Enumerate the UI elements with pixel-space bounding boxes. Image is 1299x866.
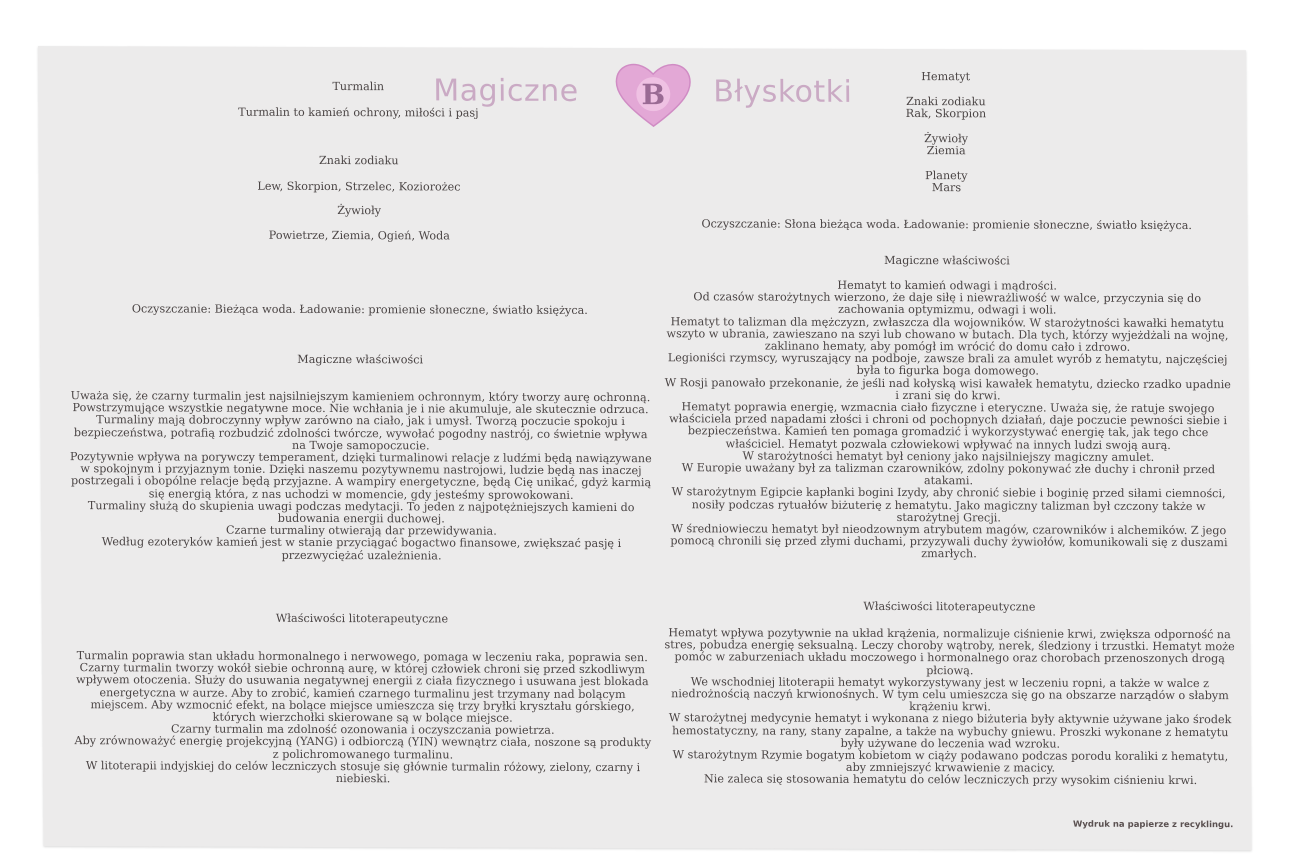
logo-letter: B — [641, 78, 666, 112]
turmalin-magic-heading: Magiczne właściwości — [297, 352, 424, 367]
hematyt-planets: Mars — [931, 181, 962, 195]
turmalin-litho-heading: Właściwości litoterapeutyczne — [275, 611, 449, 626]
turmalin-title: Turmalin — [332, 80, 385, 94]
logo-word-left: Magiczne — [433, 73, 579, 109]
hematyt-zodiac: Rak, Skorpion — [905, 107, 987, 121]
hematyt-magic-heading: Magiczne właściwości — [884, 253, 1010, 268]
turmalin-elements-heading: Żywioły — [337, 204, 382, 218]
turmalin-zodiac-heading: Znaki zodiaku — [318, 153, 399, 168]
turmalin-zodiac: Lew, Skorpion, Strzelec, Koziorożec — [257, 179, 461, 194]
product-card — [38, 46, 1252, 850]
hematyt-title: Hematyt — [921, 70, 971, 84]
turmalin-litho-text: Turmalin poprawia stan układu hormonalnego i nerwowego, pomaga w leczeniu raka, poprawia sen. Czarny turmalin tworzy wokół siebie ochronną aurę, w której człowiek chroni się przed szkodliwym wpływem otoczenia. Służy do usuwania negatywnej energii z ciała fizycznego i usuwana jest blokada energetyczna w aurze. Aby to zrobić, kamień czarnego turmalinu jest trzymany nad bolącym miejscem. Aby wzmocnić efekt, na bolące miejsce umieszcza się trzy bryłki kryształu górskiego, których wierzchołki skierowane są w bolące miejsce. Czarny turmalin ma zdolność ozonowania i oczyszczania powietrza. Aby zrównoważyć energię projekcyjną (YANG) i odbiorczą (YIN) wewnątrz ciała, noszone są produkty z polichromowanego turmalinu. W litoterapii indyjskiej do celów leczniczych stosuje się głównie turmalin różowy, zielony, czarny i niebieski. — [74, 649, 652, 786]
turmalin-elements: Powietrze, Ziemia, Ogień, Woda — [268, 228, 450, 243]
hematyt-planets-heading: Planety — [925, 169, 968, 183]
hematyt-elements: Ziemia — [926, 144, 966, 158]
hematyt-zodiac-heading: Znaki zodiaku — [906, 95, 986, 109]
recycled-paper-note: Wydruk na papierze z recyklingu. — [1072, 819, 1234, 831]
turmalin-magic-text: Uważa się, że czarny turmalin jest najsilniejszym kamieniem ochronnym, który tworzy aurę ochronną. Powstrzymujące wszystkie negatywne moce. Nie wchłania je i nie akumuluje, ale skutecznie odrzuca. Turmaliny mają dobroczynny wpływ zarówno na ciało, jak i umysł. Tworzą poczucie spokoju i bezpieczeństwa, potrafią rozbudzić zdolności twórcze, wywołać pogodny nastrój, co świetnie wpływa na Twoje samopoczucie. Pozytywnie wpływa na porywczy temperament, dzięki turmalinowi relacje z ludźmi będą nawiązywane w spokojnym i przyjaznym tonie. Dzięki naszemu pozytywnemu nastrojowi, ludzie będą nas inaczej postrzegali i obopólne relacje będą przyjazne. A wampiry energetyczne, będą Cię unikać, gdyż karmią się energią która, z nas uchodzi w momencie, gdy jesteśmy sprowokowani. Turmaliny służą do skupienia uwagi podczas medytacji. To jeden z najpotężniejszych kamieni do budowania energii duchowej. Czarne turmaliny otwierają dar przewidywania. Według ezoteryków kamień jest w stanie przyciągać bogactwo finansowe, zwiększać pasję i przezwyciężać uzależnienia. — [69, 389, 652, 563]
turmalin-cleansing: Oczyszczanie: Bieżąca woda. Ładowanie: promienie słoneczne, światło księżyca. — [131, 302, 588, 317]
hematyt-magic-text: Hematyt to kamień odwagi i mądrości. Od czasów starożytnych wierzono, że daje siłę i niewrażliwość w walce, przyczynia się do zachowania optymizmu, odwagi i woli. Hematyt to talizman dla mężczyzn, zwłaszcza dla wojowników. W starożytności kawałki hematytu wszyto w ubrania, zawieszano na szyi lub chowano w butach. Dla tych, którzy wyjeżdżali na wojnę, zaklinano hematy, aby pomógł im wrócić do domu cało i zdrowo. Legioniści rzymscy, wyruszający na podboje, zawsze brali za amulet wyrób z hematytu, najczęściej była to figurka boga domowego. W Rosji panowało przekonanie, że jeśli nad kołyską wisi kawałek hematytu, dziecko rzadko upadnie i zrani się do krwi. Hematyt poprawia energię, wzmacnia ciało fizyczne i eteryczne. Uważa się, że ratuje swojego właściciela przed napadami złości i chroni od pochopnych działań, daje poczucie pewności siebie i bezpieczeństwa. Kamień ten pomaga gromadzić i wykorzystywać energię tak, jak tego chce właściciel. Hematyt pozwala człowiekowi wpływać na innych ludzi swoją aurą. W starożytności hematyt był ceniony jako najsilniejszy magiczny amulet. W Europie uważany był za talizman czarowników, zdolny pokonywać złe duchy i chronił przed atakami. W starożytnym Egipcie kapłanki bogini Izydy, aby chronić siebie i boginię przed siłami ciemności, nosiły podczas rytuałów biżuterię z hematytu. Jako magiczny talizman był czczony także w starożytnej Grecji. W średniowieczu hematyt był nieodzownym atrybutem magów, czarowników i alchemików. Z jego pomocą chronili się przed złymi duchami, przyzywali duchy żywiołów, komunikowali się z duszami zmarłych. — [664, 278, 1231, 561]
turmalin-intro: Turmalin to kamień ochrony, miłości i pasj — [238, 105, 479, 120]
hematyt-litho-text: Hematyt wpływa pozytywnie na układ krążenia, normalizuje ciśnienie krwi, zwiększa odporność na stres, pobudza energię seksualną. Leczy choroby wątroby, nerek, śledziony i trzustki. Hematyt może pomóc w zaburzeniach układu moczowego i hormonalnego oraz chorobach przenoszonych drogą płciową. We wschodniej litoterapii hematyt wykorzystywany jest w leczeniu ropni, a także w walce z niedrożnością naczyń krwionośnych. W tym celu umieszcza się go na obszarze narządów o słabym krążeniu krwi. W starożytnej medycynie hematyt i wykonana z niego biżuteria były aktywnie używane jako środek hemostatyczny, na rany, stany zapalne, a także na wybuchy gniewu. Proszki wykonane z hematytu były używane do leczenia wad wzroku. W starożytnym Rzymie bogatym kobietom w ciąży podawano podczas porodu koraliki z hematytu, aby zmniejszyć krwawienie z macicy. Nie zaleca się stosowania hematytu do celów leczniczych przy wysokim ciśnieniu krwi. — [664, 626, 1235, 788]
hematyt-litho-heading: Właściwości litoterapeutyczne — [863, 599, 1036, 614]
hematyt-cleansing: Oczyszczanie: Słona bieżąca woda. Ładowanie: promienie słoneczne, światło księżyca. — [701, 217, 1192, 233]
hematyt-elements-heading: Żywioły — [924, 132, 969, 146]
logo-word-right: Błyskotki — [713, 74, 853, 110]
turmalin-column — [58, 46, 658, 786]
